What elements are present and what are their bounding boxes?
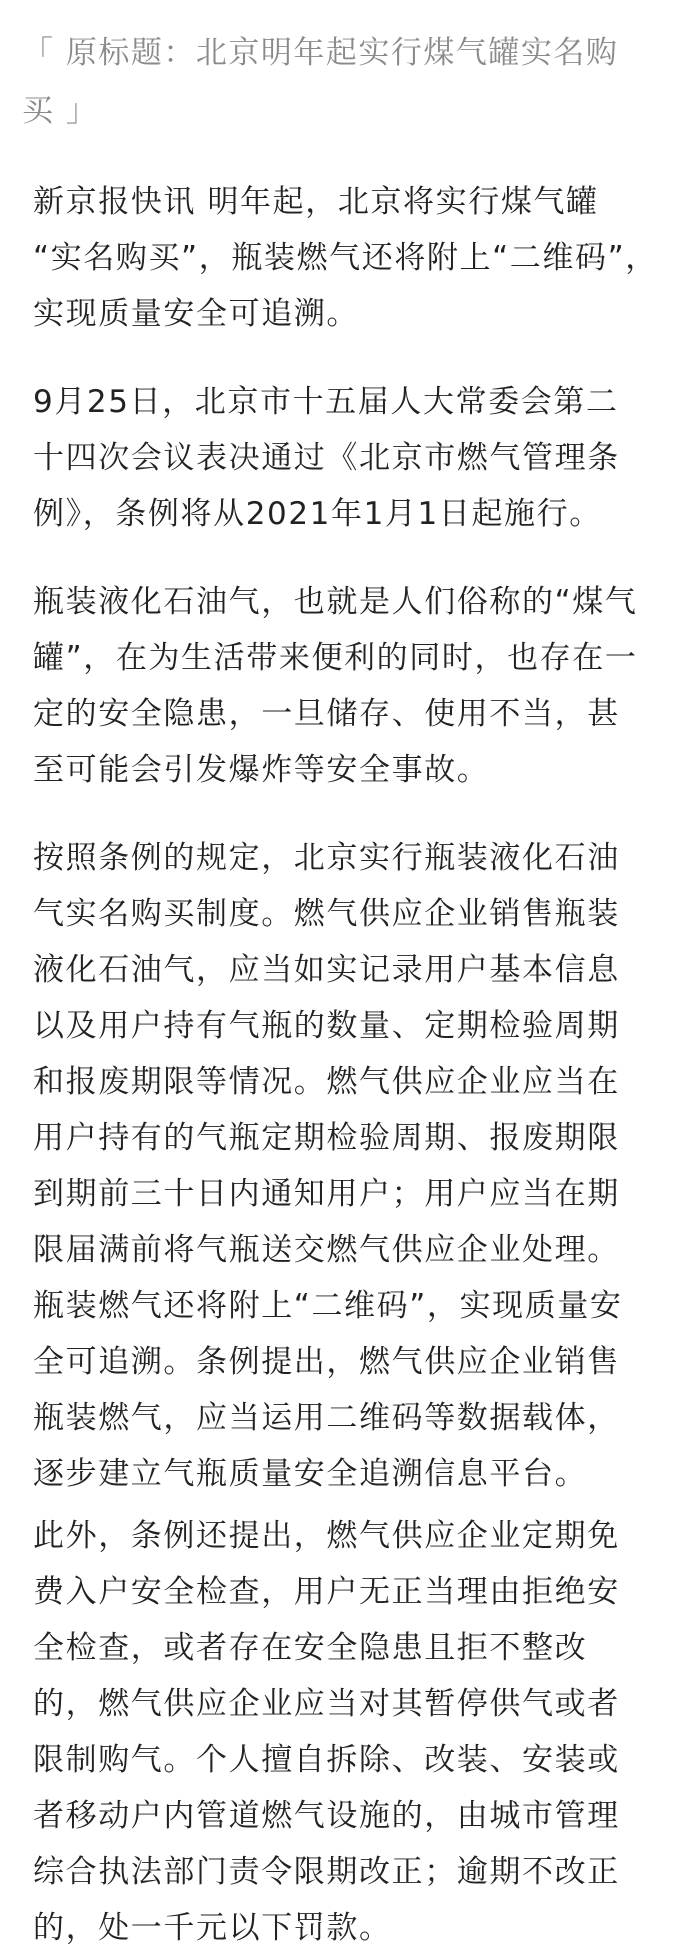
text-line: 按照条例的规定，北京实行瓶装液化石油	[33, 840, 620, 876]
text-line: 至可能会引发爆炸等安全事故。	[33, 752, 490, 788]
original-title-line: 买 」	[22, 93, 99, 129]
text-line: 全可追溯。条例提出，燃气供应企业销售	[33, 1344, 620, 1380]
text-line: “实名购买”，瓶装燃气还将附上“二维码”，	[33, 240, 658, 276]
text-line: 此外，条例还提出，燃气供应企业定期免	[33, 1518, 620, 1554]
text-line: 十四次会议表决通过《北京市燃气管理条	[33, 440, 620, 476]
text-line: 限制购气。个人擅自拆除、改装、安装或	[33, 1742, 620, 1778]
text-line: 罐”，在为生活带来便利的同时，也存在一	[33, 640, 638, 676]
text-line: 的，处一千元以下罚款。	[33, 1910, 392, 1946]
text-line: 全检查，或者存在安全隐患且拒不整改	[33, 1630, 588, 1666]
text-line: 气实名购买制度。燃气供应企业销售瓶装	[33, 896, 620, 932]
text-line: 的，燃气供应企业应当对其暂停供气或者	[33, 1686, 620, 1722]
text-line: 瓶装液化石油气，也就是人们俗称的“煤气	[33, 584, 638, 620]
paragraph-background	[33, 574, 648, 798]
text-line: 逐步建立气瓶质量安全追溯信息平台。	[33, 1456, 588, 1492]
text-line: 综合执法部门责令限期改正；逾期不改正	[33, 1854, 620, 1890]
text-line: 液化石油气，应当如实记录用户基本信息	[33, 952, 620, 988]
text-line: 者移动户内管道燃气设施的，由城市管理	[33, 1798, 620, 1834]
text-line: 定的安全隐患，一旦储存、使用不当，甚	[33, 696, 620, 732]
text-line: 例》，条例将从2021年1月1日起施行。	[33, 496, 602, 532]
text-line: 以及用户持有气瓶的数量、定期检验周期	[33, 1008, 620, 1044]
text-line: 瓶装燃气，应当运用二维码等数据载体，	[33, 1400, 620, 1436]
paragraph-inspection	[33, 1508, 648, 1956]
text-line: 到期前三十日内通知用户；用户应当在期	[33, 1176, 620, 1212]
paragraph-regulation	[33, 830, 648, 1502]
original-title-quote	[22, 24, 662, 140]
text-line: 瓶装燃气还将附上“二维码”，实现质量安	[33, 1288, 623, 1324]
text-line: 用户持有的气瓶定期检验周期、报废期限	[33, 1120, 620, 1156]
text-line: 限届满前将气瓶送交燃气供应企业处理。	[33, 1232, 620, 1268]
text-line: 新京报快讯 明年起，北京将实行煤气罐	[33, 184, 599, 220]
text-line: 实现质量安全可追溯。	[33, 296, 359, 332]
text-line: 9月25日，北京市十五届人大常委会第二	[33, 384, 619, 420]
original-title-line: 「 原标题：北京明年起实行煤气罐实名购	[22, 35, 619, 71]
paragraph-intro	[33, 174, 658, 342]
text-line: 和报废期限等情况。燃气供应企业应当在	[33, 1064, 620, 1100]
text-line: 费入户安全检查，用户无正当理由拒绝安	[33, 1574, 620, 1610]
paragraph-date	[33, 374, 648, 542]
